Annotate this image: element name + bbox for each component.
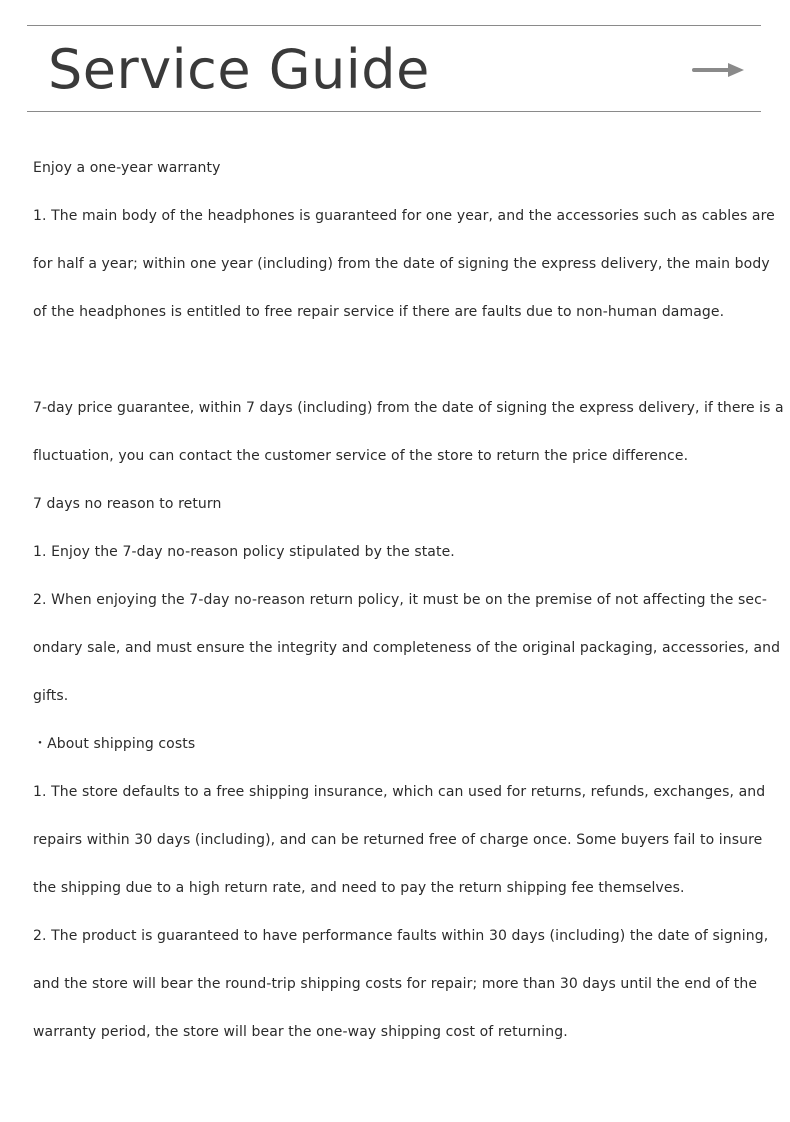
warranty-heading: Enjoy a one-year warranty xyxy=(33,160,221,176)
price-guarantee-line: fluctuation, you can contact the customer service of the store to return the price difference. xyxy=(33,448,689,464)
shipping-text-line: the shipping due to a high return rate, and need to pay the return shipping fee themselves. xyxy=(33,880,685,896)
return-text-line: 2. When enjoying the 7-day no-reason return policy, it must be on the premise of not affecting the sec- xyxy=(33,592,768,608)
shipping-text-line: repairs within 30 days (including), and can be returned free of charge once. Some buyers fail to insure xyxy=(33,832,763,848)
shipping-text-line: and the store will bear the round-trip shipping costs for repair; more than 30 days until the end of the xyxy=(33,976,758,992)
shipping-text-line: warranty period, the store will bear the one-way shipping cost of returning. xyxy=(33,1024,568,1040)
return-text-line: gifts. xyxy=(33,688,69,704)
warranty-text-line: of the headphones is entitled to free repair service if there are faults due to non-human damage. xyxy=(33,304,725,320)
price-guarantee-line: 7-day price guarantee, within 7 days (including) from the date of signing the express delivery, if there is a xyxy=(33,400,784,416)
header-bottom-divider xyxy=(27,111,761,112)
warranty-text-line: for half a year; within one year (including) from the date of signing the express delivery, the main body xyxy=(33,256,770,272)
arrow-right-icon xyxy=(692,60,746,80)
shipping-heading: ・About shipping costs xyxy=(33,736,196,752)
page-title: Service Guide xyxy=(48,38,430,101)
shipping-text-line: 1. The store defaults to a free shipping insurance, which can used for returns, refunds, exchanges, and xyxy=(33,784,766,800)
shipping-text-line: 2. The product is guaranteed to have performance faults within 30 days (including) the date of signing, xyxy=(33,928,769,944)
return-text-line: 1. Enjoy the 7-day no-reason policy stipulated by the state. xyxy=(33,544,455,560)
return-heading: 7 days no reason to return xyxy=(33,496,222,512)
warranty-text-line: 1. The main body of the headphones is guaranteed for one year, and the accessories such as cables are xyxy=(33,208,775,224)
header-top-divider xyxy=(27,25,761,26)
return-text-line: ondary sale, and must ensure the integrity and completeness of the original packaging, accessories, and xyxy=(33,640,781,656)
